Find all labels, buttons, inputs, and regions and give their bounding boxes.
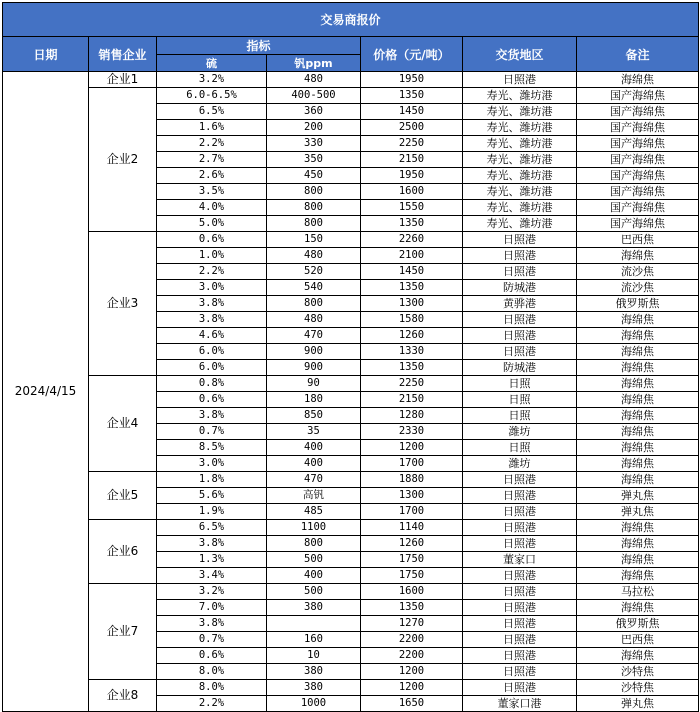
sulfur-cell: 3.2% — [157, 584, 267, 600]
remark-cell: 海绵焦 — [577, 568, 699, 584]
sulfur-cell: 3.4% — [157, 568, 267, 584]
remark-cell: 海绵焦 — [577, 600, 699, 616]
sulfur-cell: 3.2% — [157, 72, 267, 88]
header-date: 日期 — [3, 37, 89, 72]
remark-cell: 马拉松 — [577, 584, 699, 600]
remark-cell: 弹丸焦 — [577, 504, 699, 520]
table-row — [3, 472, 699, 488]
price-cell: 2250 — [361, 376, 463, 392]
vanadium-cell: 480 — [267, 248, 361, 264]
sulfur-cell: 2.2% — [157, 264, 267, 280]
price-cell: 1350 — [361, 360, 463, 376]
sulfur-cell: 0.6% — [157, 392, 267, 408]
vanadium-cell: 180 — [267, 392, 361, 408]
company-cell: 企业1 — [89, 72, 157, 88]
vanadium-cell: 900 — [267, 344, 361, 360]
price-cell: 1200 — [361, 664, 463, 680]
remark-cell: 国产海绵焦 — [577, 136, 699, 152]
price-cell: 1550 — [361, 200, 463, 216]
remark-cell: 国产海绵焦 — [577, 216, 699, 232]
vanadium-cell: 800 — [267, 216, 361, 232]
sulfur-cell: 2.2% — [157, 136, 267, 152]
price-cell: 1750 — [361, 568, 463, 584]
vanadium-cell: 200 — [267, 120, 361, 136]
delivery-cell: 日照港 — [463, 616, 577, 632]
price-cell: 2150 — [361, 392, 463, 408]
vanadium-cell: 500 — [267, 552, 361, 568]
price-cell: 1750 — [361, 552, 463, 568]
vanadium-cell: 160 — [267, 632, 361, 648]
sulfur-cell: 2.2% — [157, 696, 267, 712]
sulfur-cell: 2.6% — [157, 168, 267, 184]
delivery-cell: 日照港 — [463, 328, 577, 344]
vanadium-cell: 900 — [267, 360, 361, 376]
remark-cell: 海绵焦 — [577, 472, 699, 488]
vanadium-cell: 400-500 — [267, 88, 361, 104]
sulfur-cell: 3.8% — [157, 616, 267, 632]
header-vanadium: 钒ppm — [267, 55, 361, 72]
remark-cell: 国产海绵焦 — [577, 200, 699, 216]
delivery-cell: 日照港 — [463, 504, 577, 520]
remark-cell: 海绵焦 — [577, 392, 699, 408]
delivery-cell: 日照港 — [463, 248, 577, 264]
remark-cell: 海绵焦 — [577, 536, 699, 552]
price-cell: 1700 — [361, 456, 463, 472]
delivery-cell: 日照港 — [463, 536, 577, 552]
delivery-cell: 日照港 — [463, 488, 577, 504]
remark-cell: 国产海绵焦 — [577, 152, 699, 168]
price-cell: 1300 — [361, 296, 463, 312]
price-cell: 1450 — [361, 104, 463, 120]
remark-cell: 海绵焦 — [577, 552, 699, 568]
vanadium-cell: 540 — [267, 280, 361, 296]
vanadium-cell: 400 — [267, 440, 361, 456]
price-cell: 2200 — [361, 632, 463, 648]
company-cell: 企业6 — [89, 520, 157, 584]
company-cell: 企业4 — [89, 376, 157, 472]
remark-cell: 海绵焦 — [577, 520, 699, 536]
delivery-cell: 潍坊 — [463, 424, 577, 440]
remark-cell: 海绵焦 — [577, 328, 699, 344]
price-cell: 1350 — [361, 88, 463, 104]
vanadium-cell: 35 — [267, 424, 361, 440]
delivery-cell: 黄骅港 — [463, 296, 577, 312]
delivery-cell: 董家口港 — [463, 696, 577, 712]
sulfur-cell: 2.7% — [157, 152, 267, 168]
remark-cell: 国产海绵焦 — [577, 104, 699, 120]
sulfur-cell: 7.0% — [157, 600, 267, 616]
header-company: 销售企业 — [89, 37, 157, 72]
sulfur-cell: 5.6% — [157, 488, 267, 504]
price-cell: 1270 — [361, 616, 463, 632]
company-cell: 企业2 — [89, 88, 157, 232]
vanadium-cell: 450 — [267, 168, 361, 184]
sulfur-cell: 3.5% — [157, 184, 267, 200]
delivery-cell: 日照港 — [463, 264, 577, 280]
remark-cell: 沙特焦 — [577, 680, 699, 696]
table-row — [3, 680, 699, 696]
sulfur-cell: 0.6% — [157, 648, 267, 664]
price-cell: 1330 — [361, 344, 463, 360]
vanadium-cell: 470 — [267, 328, 361, 344]
remark-cell: 弹丸焦 — [577, 488, 699, 504]
sulfur-cell: 6.0% — [157, 360, 267, 376]
sulfur-cell: 0.7% — [157, 424, 267, 440]
vanadium-cell: 90 — [267, 376, 361, 392]
delivery-cell: 日照港 — [463, 600, 577, 616]
delivery-cell: 日照港 — [463, 312, 577, 328]
delivery-cell: 寿光、潍坊港 — [463, 88, 577, 104]
remark-cell: 海绵焦 — [577, 248, 699, 264]
delivery-cell: 日照 — [463, 392, 577, 408]
remark-cell: 巴西焦 — [577, 632, 699, 648]
delivery-cell: 防城港 — [463, 360, 577, 376]
remark-cell: 弹丸焦 — [577, 696, 699, 712]
company-cell: 企业7 — [89, 584, 157, 680]
remark-cell: 巴西焦 — [577, 232, 699, 248]
vanadium-cell: 1000 — [267, 696, 361, 712]
delivery-cell: 日照港 — [463, 632, 577, 648]
price-cell: 2200 — [361, 648, 463, 664]
sulfur-cell: 0.8% — [157, 376, 267, 392]
price-cell: 1280 — [361, 408, 463, 424]
sulfur-cell: 1.3% — [157, 552, 267, 568]
sulfur-cell: 1.9% — [157, 504, 267, 520]
vanadium-cell: 高钒 — [267, 488, 361, 504]
price-cell: 2500 — [361, 120, 463, 136]
company-cell: 企业3 — [89, 232, 157, 376]
table-row — [3, 72, 699, 88]
table-title: 交易商报价 — [3, 3, 699, 37]
vanadium-cell: 470 — [267, 472, 361, 488]
delivery-cell: 日照港 — [463, 680, 577, 696]
sulfur-cell: 3.0% — [157, 456, 267, 472]
remark-cell: 海绵焦 — [577, 72, 699, 88]
price-cell: 1350 — [361, 216, 463, 232]
sulfur-cell: 8.5% — [157, 440, 267, 456]
price-cell: 1950 — [361, 72, 463, 88]
price-cell: 1200 — [361, 440, 463, 456]
sulfur-cell: 0.6% — [157, 232, 267, 248]
sulfur-cell: 3.8% — [157, 408, 267, 424]
price-cell: 1350 — [361, 280, 463, 296]
vanadium-cell — [267, 616, 361, 632]
header-sulfur: 硫 — [157, 55, 267, 72]
delivery-cell: 寿光、潍坊港 — [463, 136, 577, 152]
remark-cell: 海绵焦 — [577, 344, 699, 360]
vanadium-cell: 380 — [267, 680, 361, 696]
remark-cell: 俄罗斯焦 — [577, 296, 699, 312]
delivery-cell: 日照港 — [463, 648, 577, 664]
sulfur-cell: 6.5% — [157, 520, 267, 536]
vanadium-cell: 1100 — [267, 520, 361, 536]
delivery-cell: 寿光、潍坊港 — [463, 200, 577, 216]
delivery-cell: 寿光、潍坊港 — [463, 184, 577, 200]
sulfur-cell: 6.0-6.5% — [157, 88, 267, 104]
remark-cell: 海绵焦 — [577, 312, 699, 328]
remark-cell: 海绵焦 — [577, 456, 699, 472]
remark-cell: 流沙焦 — [577, 264, 699, 280]
price-cell: 2250 — [361, 136, 463, 152]
remark-cell: 国产海绵焦 — [577, 120, 699, 136]
price-cell: 1450 — [361, 264, 463, 280]
delivery-cell: 防城港 — [463, 280, 577, 296]
remark-cell: 海绵焦 — [577, 408, 699, 424]
sulfur-cell: 3.8% — [157, 536, 267, 552]
quote-table — [2, 2, 699, 712]
remark-cell: 海绵焦 — [577, 360, 699, 376]
price-cell: 1580 — [361, 312, 463, 328]
vanadium-cell: 400 — [267, 568, 361, 584]
delivery-cell: 日照 — [463, 376, 577, 392]
delivery-cell: 日照港 — [463, 472, 577, 488]
vanadium-cell: 800 — [267, 184, 361, 200]
vanadium-cell: 850 — [267, 408, 361, 424]
vanadium-cell: 10 — [267, 648, 361, 664]
remark-cell: 国产海绵焦 — [577, 88, 699, 104]
price-cell: 1260 — [361, 536, 463, 552]
sulfur-cell: 4.6% — [157, 328, 267, 344]
vanadium-cell: 520 — [267, 264, 361, 280]
price-cell: 2330 — [361, 424, 463, 440]
price-cell: 1950 — [361, 168, 463, 184]
remark-cell: 沙特焦 — [577, 664, 699, 680]
sulfur-cell: 6.5% — [157, 104, 267, 120]
vanadium-cell: 800 — [267, 536, 361, 552]
vanadium-cell: 350 — [267, 152, 361, 168]
price-cell: 2100 — [361, 248, 463, 264]
remark-cell: 海绵焦 — [577, 648, 699, 664]
delivery-cell: 董家口 — [463, 552, 577, 568]
delivery-cell: 寿光、潍坊港 — [463, 104, 577, 120]
remark-cell: 国产海绵焦 — [577, 184, 699, 200]
vanadium-cell: 500 — [267, 584, 361, 600]
sulfur-cell: 1.8% — [157, 472, 267, 488]
date-cell: 2024/4/15 — [3, 72, 89, 712]
price-cell: 2260 — [361, 232, 463, 248]
vanadium-cell: 800 — [267, 200, 361, 216]
delivery-cell: 日照 — [463, 440, 577, 456]
table-row — [3, 584, 699, 600]
price-cell: 1650 — [361, 696, 463, 712]
quote-sheet — [2, 2, 699, 712]
sulfur-cell: 1.0% — [157, 248, 267, 264]
header-indicator: 指标 — [157, 37, 361, 55]
vanadium-cell: 330 — [267, 136, 361, 152]
quote-body — [3, 72, 699, 712]
price-cell: 1260 — [361, 328, 463, 344]
price-cell: 1700 — [361, 504, 463, 520]
remark-cell: 俄罗斯焦 — [577, 616, 699, 632]
table-row — [3, 88, 699, 104]
delivery-cell: 寿光、潍坊港 — [463, 120, 577, 136]
vanadium-cell: 480 — [267, 312, 361, 328]
vanadium-cell: 380 — [267, 600, 361, 616]
sulfur-cell: 0.7% — [157, 632, 267, 648]
vanadium-cell: 360 — [267, 104, 361, 120]
delivery-cell: 日照港 — [463, 344, 577, 360]
table-row — [3, 376, 699, 392]
table-row — [3, 520, 699, 536]
delivery-cell: 日照港 — [463, 72, 577, 88]
remark-cell: 海绵焦 — [577, 440, 699, 456]
vanadium-cell: 485 — [267, 504, 361, 520]
vanadium-cell: 480 — [267, 72, 361, 88]
price-cell: 2150 — [361, 152, 463, 168]
vanadium-cell: 150 — [267, 232, 361, 248]
delivery-cell: 日照港 — [463, 568, 577, 584]
sulfur-cell: 3.8% — [157, 312, 267, 328]
vanadium-cell: 400 — [267, 456, 361, 472]
company-cell: 企业5 — [89, 472, 157, 520]
vanadium-cell: 380 — [267, 664, 361, 680]
remark-cell: 海绵焦 — [577, 376, 699, 392]
header-price: 价格（元/吨） — [361, 37, 463, 72]
delivery-cell: 潍坊 — [463, 456, 577, 472]
delivery-cell: 日照港 — [463, 664, 577, 680]
sulfur-cell: 3.8% — [157, 296, 267, 312]
price-cell: 1600 — [361, 584, 463, 600]
remark-cell: 流沙焦 — [577, 280, 699, 296]
table-row — [3, 232, 699, 248]
sulfur-cell: 8.0% — [157, 664, 267, 680]
price-cell: 1350 — [361, 600, 463, 616]
vanadium-cell: 800 — [267, 296, 361, 312]
delivery-cell: 日照港 — [463, 584, 577, 600]
header-remark: 备注 — [577, 37, 699, 72]
delivery-cell: 日照 — [463, 408, 577, 424]
delivery-cell: 寿光、潍坊港 — [463, 216, 577, 232]
price-cell: 1880 — [361, 472, 463, 488]
delivery-cell: 寿光、潍坊港 — [463, 168, 577, 184]
price-cell: 1200 — [361, 680, 463, 696]
delivery-cell: 寿光、潍坊港 — [463, 152, 577, 168]
company-cell: 企业8 — [89, 680, 157, 712]
sulfur-cell: 6.0% — [157, 344, 267, 360]
header-delivery: 交货地区 — [463, 37, 577, 72]
remark-cell: 国产海绵焦 — [577, 168, 699, 184]
delivery-cell: 日照港 — [463, 520, 577, 536]
price-cell: 1600 — [361, 184, 463, 200]
sulfur-cell: 5.0% — [157, 216, 267, 232]
delivery-cell: 日照港 — [463, 232, 577, 248]
remark-cell: 海绵焦 — [577, 424, 699, 440]
price-cell: 1140 — [361, 520, 463, 536]
sulfur-cell: 8.0% — [157, 680, 267, 696]
sulfur-cell: 1.6% — [157, 120, 267, 136]
price-cell: 1300 — [361, 488, 463, 504]
sulfur-cell: 3.0% — [157, 280, 267, 296]
sulfur-cell: 4.0% — [157, 200, 267, 216]
